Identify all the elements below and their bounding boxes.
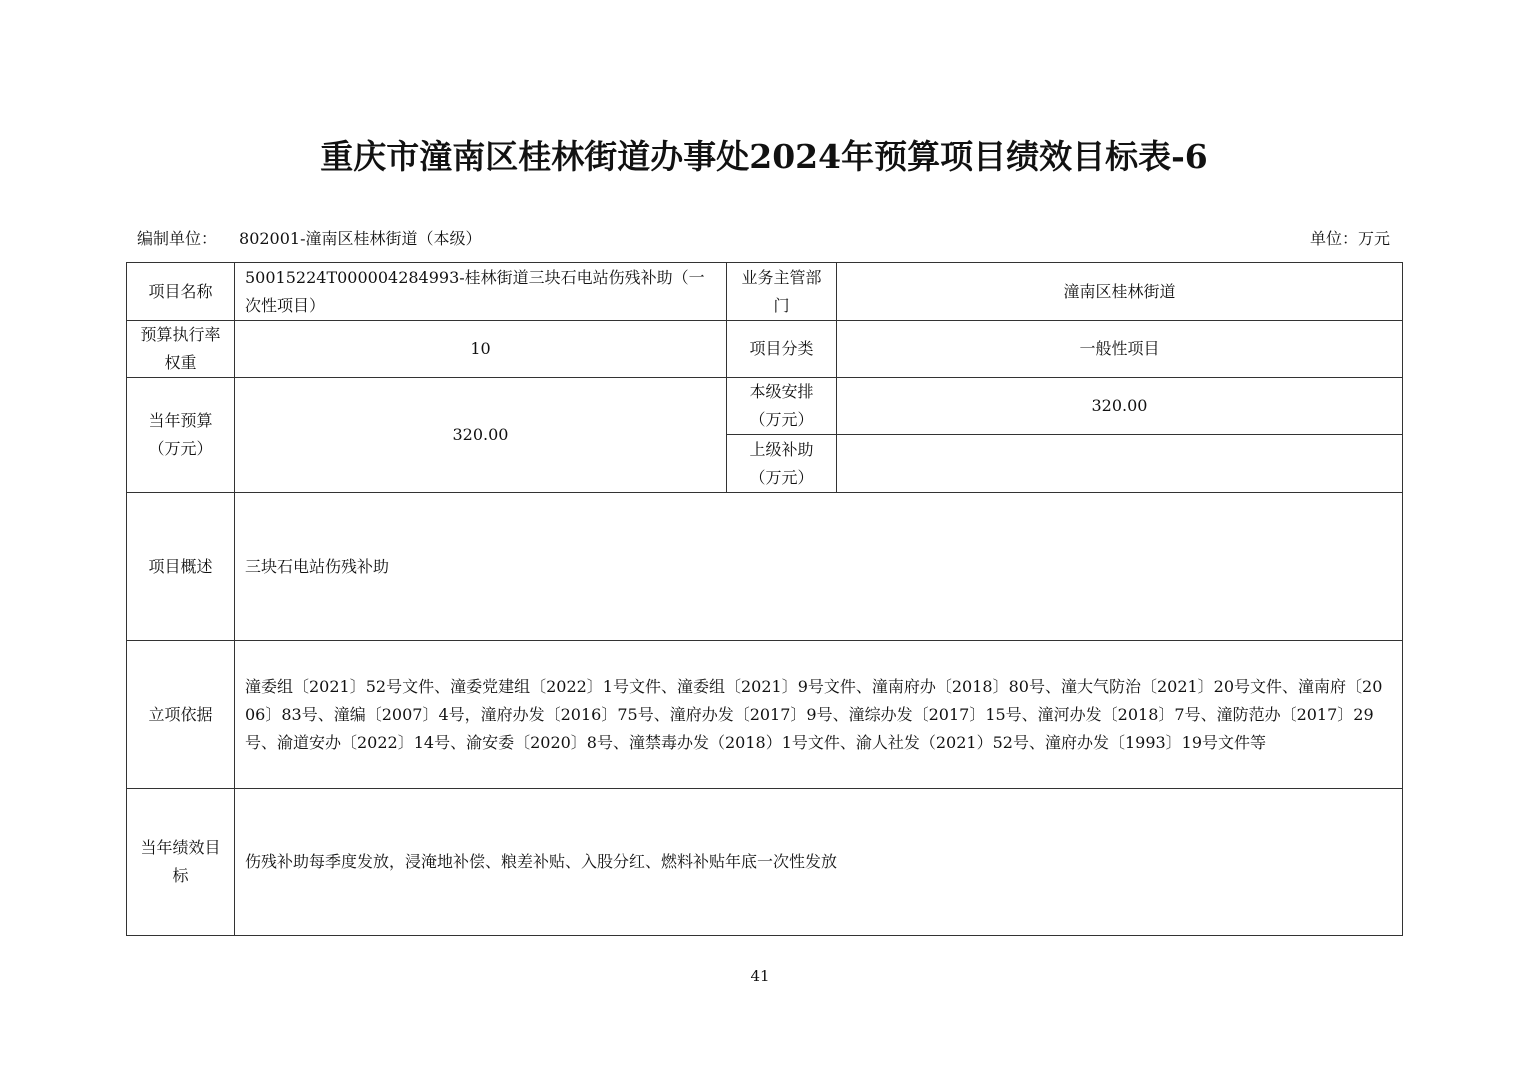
dept-label: 业务主管部门 — [727, 263, 837, 321]
weight-label: 预算执行率权重 — [127, 321, 235, 378]
currency-unit: 单位：万元 — [1309, 229, 1390, 248]
performance-target-table — [126, 262, 1403, 936]
compiling-unit-label: 编制单位： — [137, 229, 218, 248]
table-row — [127, 378, 1403, 435]
page-number: 41 — [750, 967, 770, 985]
goal-value: 伤残补助每季度发放，浸淹地补偿、粮差补贴、入股分红、燃料补贴年底一次性发放 — [235, 789, 1403, 936]
upper-funding-value — [837, 435, 1403, 493]
project-name-label: 项目名称 — [127, 263, 235, 321]
project-name-value: 50015224T000004284993-桂林街道三块石电站伤残补助（一次性项目） — [235, 263, 727, 321]
category-label: 项目分类 — [727, 321, 837, 378]
local-funding-value: 320.00 — [837, 378, 1403, 435]
overview-label: 项目概述 — [127, 493, 235, 641]
compiling-unit-value: 802001-潼南区桂林街道（本级） — [239, 229, 482, 248]
basis-value: 潼委组〔2021〕52号文件、潼委党建组〔2022〕1号文件、潼委组〔2021〕9号文件、潼南府办〔2018〕80号、潼大气防治〔2021〕20号文件、潼南府〔2006〕83号、潼编〔2007〕4号，潼府办发〔2016〕75号、潼府办发〔2017〕9号、潼综办发〔2017〕15号、潼河办发〔2018〕7号、潼防范办〔2017〕29号、渝道安办〔2022〕14号、渝安委〔2020〕8号、潼禁毒办发（2018）1号文件、渝人社发（2021）52号、潼府办发〔1993〕19号文件等 — [235, 641, 1403, 789]
budget-label: 当年预算（万元） — [127, 378, 235, 493]
local-funding-label: 本级安排（万元） — [727, 378, 837, 435]
goal-label: 当年绩效目标 — [127, 789, 235, 936]
budget-value: 320.00 — [235, 378, 727, 493]
dept-value: 潼南区桂林街道 — [837, 263, 1403, 321]
category-value: 一般性项目 — [837, 321, 1403, 378]
table-row — [127, 641, 1403, 789]
table-row — [127, 321, 1403, 378]
table-row — [127, 789, 1403, 936]
overview-value: 三块石电站伤残补助 — [235, 493, 1403, 641]
basis-label: 立项依据 — [127, 641, 235, 789]
table-row — [127, 263, 1403, 321]
weight-value: 10 — [235, 321, 727, 378]
page-title: 重庆市潼南区桂林街道办事处2024年预算项目绩效目标表-6 — [320, 137, 1208, 176]
compiling-unit — [137, 228, 482, 250]
table-row — [127, 493, 1403, 641]
upper-funding-label: 上级补助（万元） — [727, 435, 837, 493]
